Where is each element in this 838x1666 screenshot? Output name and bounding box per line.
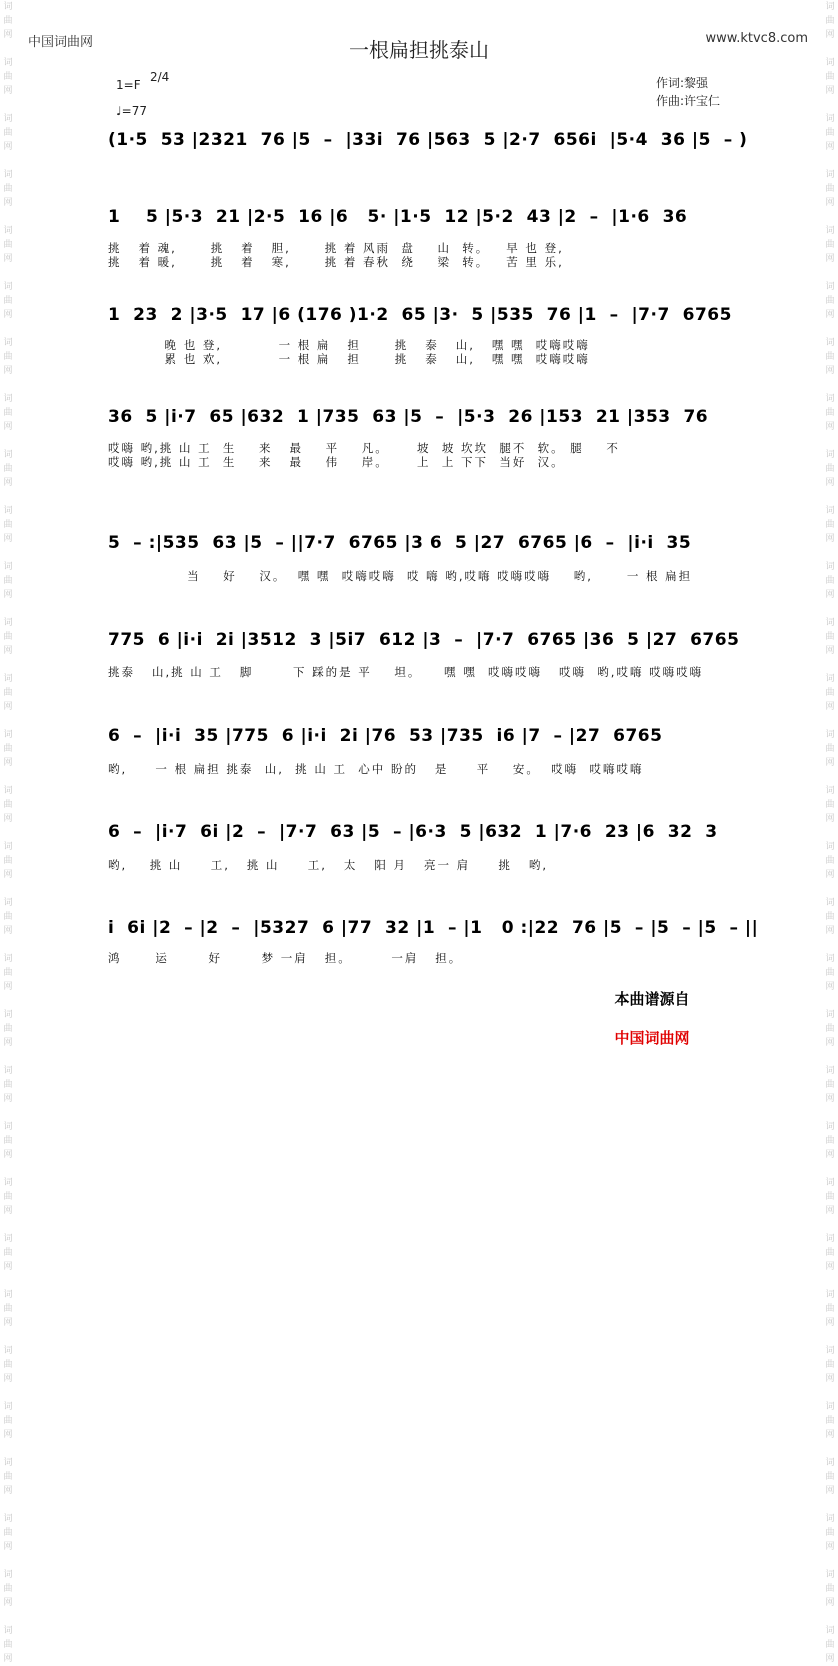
lyricist-credit: 作词:黎强 (656, 76, 709, 90)
site-url-right[interactable]: www.ktvc8.com (705, 31, 808, 46)
notation-row: 775 6 |i·i 2i |3512 3 |5i7 612 |3 – |7·7 6765 |36 5 |27 6765 (108, 630, 740, 650)
composer-credit: 作曲:许宝仁 (656, 94, 721, 108)
page-title: 一根扁担挑泰山 (349, 38, 489, 62)
lyric-line: 哟, 一 根 扁担 挑泰 山, 挑 山 工 心中 盼的 是 平 安。 哎嗨 哎嗨哎嗨 (108, 762, 644, 776)
lyric-line: 挑 着 暖, 挑 着 寒, 挑 着 春秋 绕 梁 转。 苦 里 乐, (108, 255, 564, 269)
notation-row: 36 5 |i·7 65 |632 1 |735 63 |5 – |5·3 26 |153 21 |353 76 (108, 407, 709, 427)
side-watermark-left: 词 曲 网 词 曲 网 词 曲 网 词 曲 网 词 曲 网 词 曲 网 词 曲 网 词 曲 网 词 曲 网 词 曲 网 词 曲 网 词 曲 网 词 曲 网 词 曲 网 词 曲 网 词 曲 网 词 曲 网 词 曲 网 词 曲 网 词 曲 网 词 曲 网 词 曲 网 词 曲 网 词 曲 网 词 曲 网 词 曲 网 词 曲 网 词 曲 网 词 曲 网 词 曲 网 (3, 2, 13, 1664)
lyric-line: 挑泰 山,挑 山 工 脚 下 踩的是 平 坦。 嘿 嘿 哎嗨哎嗨 哎嗨 哟,哎嗨 哎嗨哎嗨 (108, 665, 704, 679)
lyric-line: 累 也 欢, 一 根 扁 担 挑 泰 山, 嘿 嘿 哎嗨哎嗨 (108, 352, 590, 366)
tempo-marking: ♩=77 (116, 104, 147, 118)
lyric-line: 哎嗨 哟,挑 山 工 生 来 最 平 凡。 坡 坡 坎坎 腿不 软。 腿 不 (108, 441, 620, 455)
notation-row: 6 – |i·7 6i |2 – |7·7 63 |5 – |6·3 5 |632 1 |7·6 23 |6 32 3 (108, 822, 718, 842)
source-credit (604, 970, 689, 1048)
lyric-line: 鸿 运 好 梦 一肩 担。 一肩 担。 (108, 951, 463, 965)
notation-row: 5 – :|535 63 |5 – ||7·7 6765 |3 6 5 |27 6765 |6 – |i·i 35 (108, 533, 692, 553)
lyric-line: 当 好 汉。 嘿 嘿 哎嗨哎嗨 哎 嗨 哟,哎嗨 哎嗨哎嗨 哟, 一 根 扁担 (108, 569, 693, 583)
notation-row: i 6i |2 – |2 – |5327 6 |77 32 |1 – |1 0 :|22 76 |5 – |5 – |5 – || (108, 918, 759, 938)
lyric-line: 晚 也 登, 一 根 扁 担 挑 泰 山, 嘿 嘿 哎嗨哎嗨 (108, 338, 590, 352)
source-text: 本曲谱源自 (614, 990, 690, 1008)
time-signature: 2/4 (150, 70, 170, 84)
lyric-line: 哟, 挑 山 工, 挑 山 工, 太 阳 月 亮一 肩 挑 哟, (108, 858, 549, 872)
lyric-line: 哎嗨 哟,挑 山 工 生 来 最 伟 岸。 上 上 下下 当好 汉。 (108, 455, 565, 469)
notation-row: 1 5 |5·3 21 |2·5 16 |6 5· |1·5 12 |5·2 43 |2 – |1·6 36 (108, 207, 688, 227)
side-watermark-right: 词 曲 网 词 曲 网 词 曲 网 词 曲 网 词 曲 网 词 曲 网 词 曲 网 词 曲 网 词 曲 网 词 曲 网 词 曲 网 词 曲 网 词 曲 网 词 曲 网 词 曲 网 词 曲 网 词 曲 网 词 曲 网 词 曲 网 词 曲 网 词 曲 网 词 曲 网 词 曲 网 词 曲 网 词 曲 网 词 曲 网 词 曲 网 词 曲 网 词 曲 网 词 曲 网 (825, 2, 835, 1664)
notation-row: (1·5 53 |2321 76 |5 – |33i 76 |563 5 |2·7 656i |5·4 36 |5 – ) (108, 130, 748, 150)
key-signature: 1=F (116, 78, 141, 92)
notation-row: 1 23 2 |3·5 17 |6 (176 )1·2 65 |3· 5 |535 76 |1 – |7·7 6765 (108, 305, 732, 325)
site-name-left[interactable]: 中国词曲网 (28, 35, 94, 50)
source-brand[interactable]: 中国词曲网 (614, 1029, 690, 1047)
lyric-line: 挑 着 魂, 挑 着 胆, 挑 着 风雨 盘 山 转。 早 也 登, (108, 241, 564, 255)
notation-row: 6 – |i·i 35 |775 6 |i·i 2i |76 53 |735 i6 |7 – |27 6765 (108, 726, 663, 746)
